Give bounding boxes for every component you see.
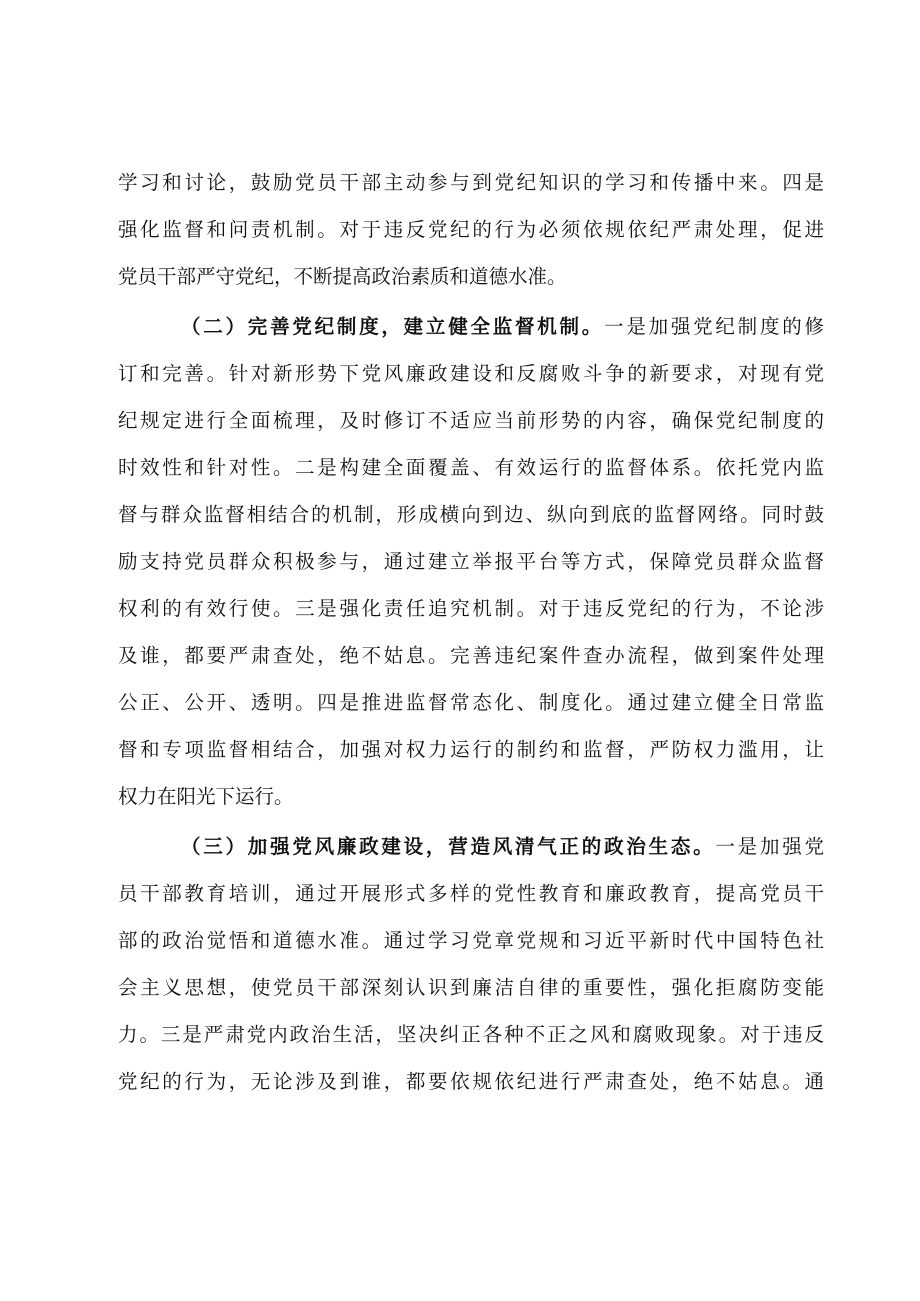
section-heading: （二）完善党纪制度，建立健全监督机制。 [181, 315, 605, 338]
body-text-line: 督和专项监督相结合，加强对权力运行的制约和监督，严防权力滥用，让 [118, 738, 824, 761]
section-heading-line: （二）完善党纪制度，建立健全监督机制。一是加强党纪制度的修 [181, 315, 824, 338]
body-text-line: 权利的有效行使。三是强化责任追究机制。对于违反党纪的行为，不论涉 [118, 597, 824, 620]
body-text-line: 时效性和针对性。二是构建全面覆盖、有效运行的监督体系。依托党内监 [118, 456, 824, 479]
body-text-line: 督与群众监督相结合的机制，形成横向到边、纵向到底的监督网络。同时鼓 [118, 503, 824, 526]
body-text-line: 强化监督和问责机制。对于违反党纪的行为必须依规依纪严肃处理，促进 [118, 218, 824, 241]
body-text-line: 及谁，都要严肃查处，绝不姑息。完善违纪案件查办流程，做到案件处理 [118, 644, 824, 667]
body-text-line: 权力在阳光下运行。 [118, 785, 294, 808]
body-text-line: 励支持党员群众积极参与，通过建立举报平台等方式，保障党员群众监督 [118, 550, 824, 573]
body-text-line: 党纪的行为，无论涉及到谁，都要依规依纪进行严肃查处，绝不姑息。通 [118, 1070, 824, 1093]
body-text-line: 党员干部严守党纪，不断提高政治素质和道德水准。 [118, 265, 567, 288]
body-text-line: 部的政治觉悟和道德水准。通过学习党章党规和习近平新时代中国特色社 [118, 929, 824, 952]
section-heading: （三）加强党风廉政建设，营造风清气正的政治生态。 [181, 835, 716, 858]
body-text-line: 力。三是严肃党内政治生活，坚决纠正各种不正之风和腐败现象。对于违反 [118, 1023, 824, 1046]
body-text-line: 订和完善。针对新形势下党风廉政建设和反腐败斗争的新要求，对现有党 [118, 362, 824, 385]
body-text-line: 公正、公开、透明。四是推进监督常态化、制度化。通过建立健全日常监 [118, 691, 824, 714]
body-text-line: 学习和讨论，鼓励党员干部主动参与到党纪知识的学习和传播中来。四是 [118, 171, 824, 194]
body-text-line: 员干部教育培训，通过开展形式多样的党性教育和廉政教育，提高党员干 [118, 882, 824, 905]
body-text-line: 纪规定进行全面梳理，及时修订不适应当前形势的内容，确保党纪制度的 [118, 409, 824, 432]
body-text-line: 会主义思想，使党员干部深刻认识到廉洁自律的重要性，强化拒腐防变能 [118, 976, 824, 999]
section-heading-line: （三）加强党风廉政建设，营造风清气正的政治生态。一是加强党 [181, 835, 824, 858]
